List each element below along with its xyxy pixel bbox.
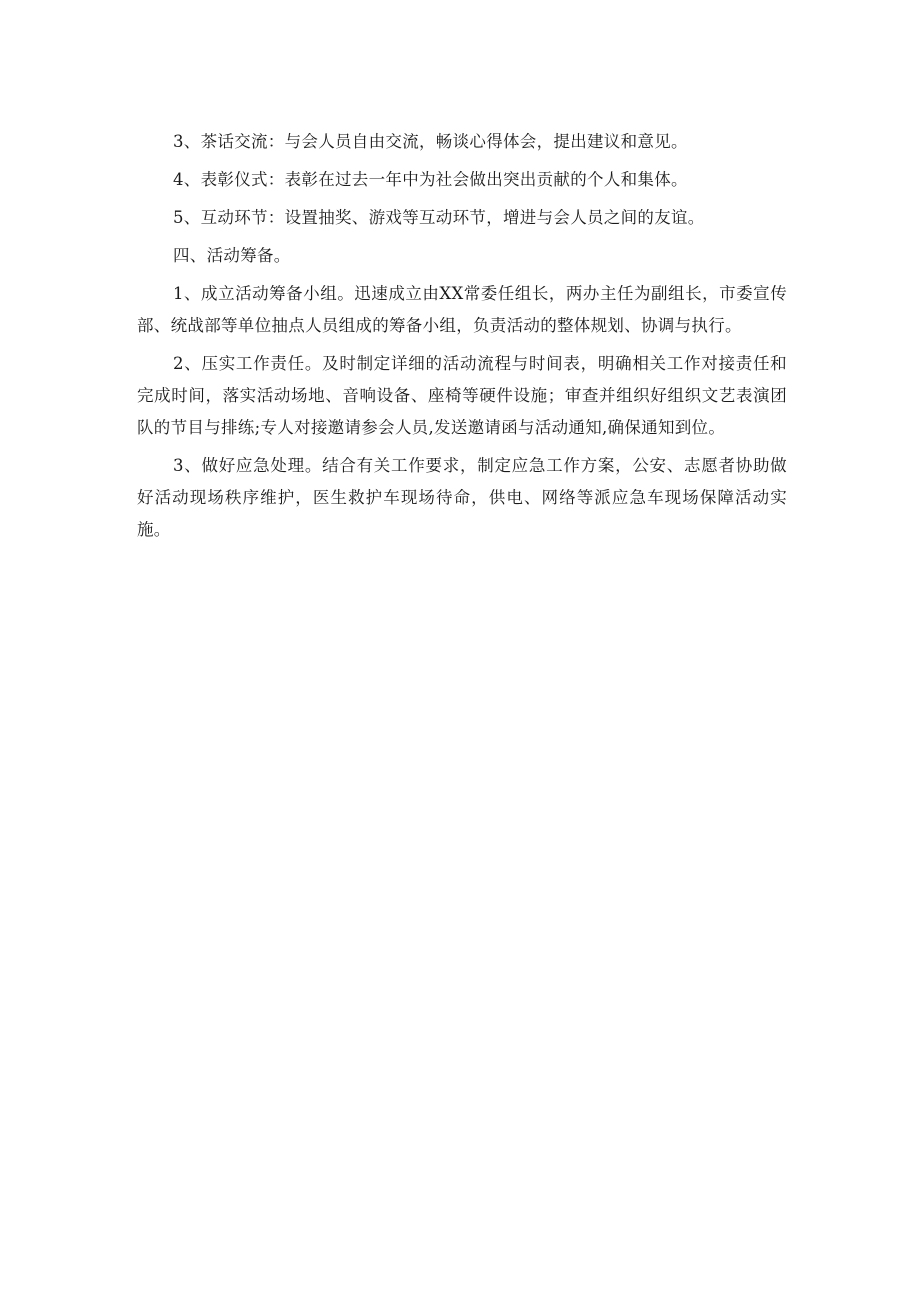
paragraph-prep-group: 1、成立活动筹备小组。迅速成立由XX常委任组长，两办主任为副组长，市委宣传部、统战部等单位抽点人员组成的筹备小组，负责活动的整体规划、协调与执行。 xyxy=(137,284,787,335)
paragraph-responsibility: 2、压实工作责任。及时制定详细的活动流程与时间表，明确相关工作对接责任和完成时间，落实活动场地、音响设备、座椅等硬件设施；审查并组织好组织文艺表演团队的节目与排练;专人对接邀请参会人员,发送邀请函与活动通知,确保通知到位。 xyxy=(137,354,787,437)
section-heading-preparation: 四、活动筹备。 xyxy=(173,246,291,265)
paragraph-commendation: 4、表彰仪式：表彰在过去一年中为社会做出突出贡献的个人和集体。 xyxy=(173,170,688,189)
paragraph-interaction: 5、互动环节：设置抽奖、游戏等互动环节，增进与会人员之间的友谊。 xyxy=(173,208,705,227)
paragraph-emergency: 3、做好应急处理。结合有关工作要求，制定应急工作方案，公安、志愿者协助做好活动现场秩序维护，医生救护车现场待命，供电、网络等派应急车现场保障活动实施。 xyxy=(137,456,787,539)
document-body xyxy=(137,126,787,552)
paragraph-tea-exchange: 3、茶话交流：与会人员自由交流，畅谈心得体会，提出建议和意见。 xyxy=(173,132,688,151)
